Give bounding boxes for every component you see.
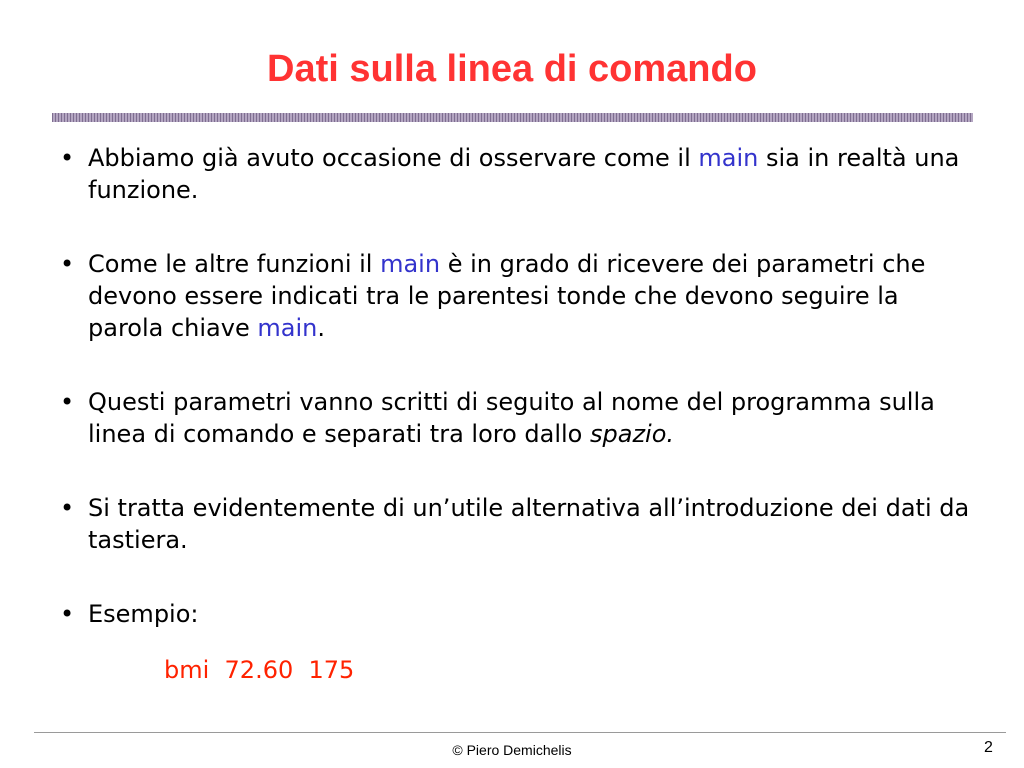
- bullet-item-command-line: [60, 386, 980, 450]
- footer-divider: [34, 732, 1006, 733]
- bullet-text: .: [317, 314, 325, 342]
- bullet-text: Esempio:: [88, 600, 199, 628]
- bullet-item-parameters: [60, 248, 980, 344]
- bullet-item-alternative: [60, 492, 980, 556]
- bullet-text: Abbiamo già avuto occasione di osservare come il: [88, 144, 699, 172]
- bullet-list: [60, 142, 980, 630]
- footer-copyright: © Piero Demichelis: [452, 742, 572, 758]
- keyword-main: main: [698, 144, 759, 172]
- bullet-item-main-function: [60, 142, 980, 206]
- example-command: bmi 72.60 175: [164, 656, 355, 684]
- bullet-item-example: [60, 598, 980, 630]
- keyword-main: main: [380, 250, 441, 278]
- bullet-text: Si tratta evidentemente di un’utile alternativa all’introduzione dei dati da tastiera.: [88, 494, 970, 554]
- emphasis-spazio: spazio.: [590, 420, 675, 448]
- title-divider: [52, 113, 973, 122]
- slide-title: Dati sulla linea di comando: [267, 48, 757, 90]
- bullet-text: è in grado di ricevere dei parametri che devono essere indicati tra le parentesi tonde che devono seguire la parola chiave: [88, 250, 926, 342]
- bullet-text: Questi parametri vanno scritti di seguito al nome del programma sulla linea di comando e separati tra loro dallo: [88, 388, 935, 448]
- bullet-text: sia in realtà una funzione.: [88, 144, 960, 204]
- keyword-main: main: [257, 314, 318, 342]
- bullet-text: Come le altre funzioni il: [88, 250, 381, 278]
- page-number: 2: [984, 739, 993, 756]
